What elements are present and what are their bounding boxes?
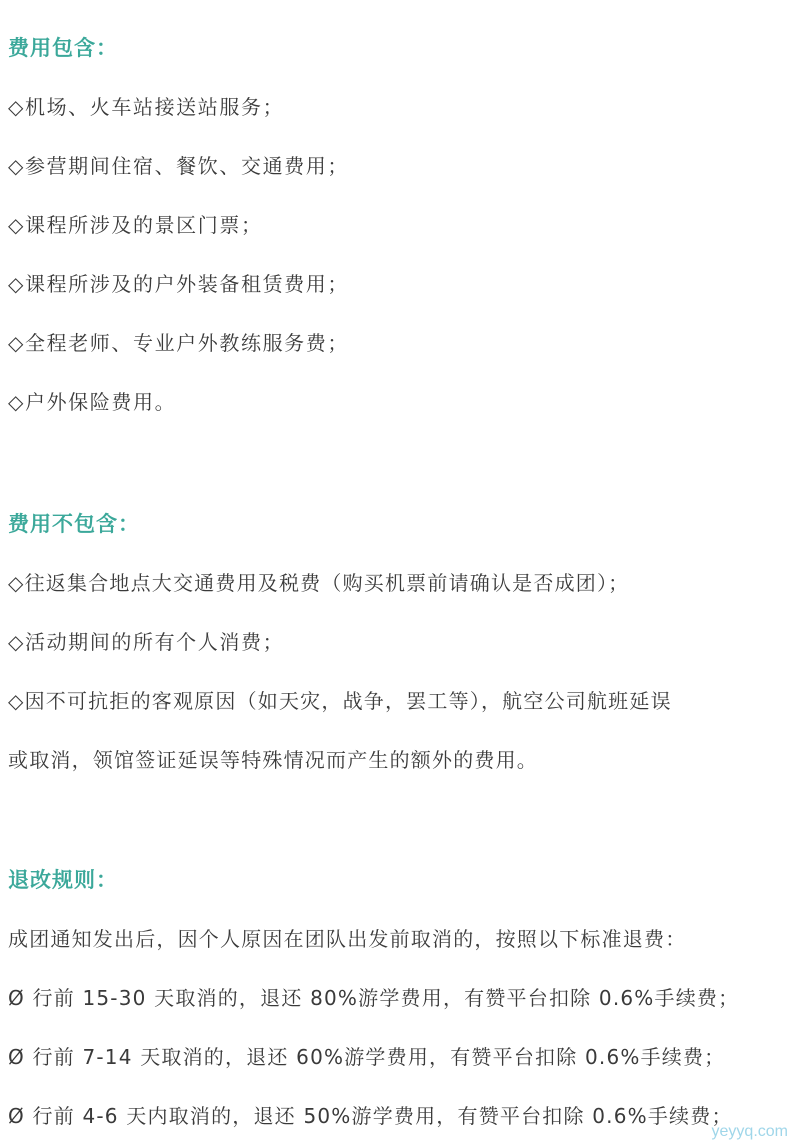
list-item: ◇全程老师、专业户外教练服务费； [8,331,349,355]
list-item: ◇户外保险费用。 [8,390,177,414]
list-item: ◇往返集合地点大交通费用及税费（购买机票前请确认是否成团）； [8,571,630,595]
list-item: ◇参营期间住宿、餐饮、交通费用； [8,154,349,178]
list-item: Ø 行前 7-14 天取消的，退还 60%游学费用，有赞平台扣除 0.6%手续费； [8,1045,726,1069]
list-item: ◇机场、火车站接送站服务； [8,95,285,119]
section-heading: 费用包含： [8,36,118,60]
list-item: ◇活动期间的所有个人消费； [8,630,285,654]
list-item: ◇因不可抗拒的客观原因（如天灾，战争，罢工等），航空公司航班延误 [8,689,672,713]
list-item: Ø 行前 15-30 天取消的，退还 80%游学费用，有赞平台扣除 0.6%手续费； [8,986,740,1010]
section-heading: 退改规则： [8,868,118,892]
list-item: 或取消，领馆签证延误等特殊情况而产生的额外的费用。 [8,748,538,772]
list-item: 成团通知发出后，因个人原因在团队出发前取消的，按照以下标准退费： [8,927,687,951]
section-fees-excluded [8,510,792,774]
section-fees-included [8,34,792,416]
section-heading: 费用不包含： [8,512,140,536]
watermark: yeyyq.com [711,1123,788,1140]
section-refund-rules [8,866,792,1130]
list-item: ◇课程所涉及的户外装备租赁费用； [8,272,349,296]
list-item: Ø 行前 4-6 天内取消的，退还 50%游学费用，有赞平台扣除 0.6%手续费； [8,1104,733,1128]
list-item: ◇课程所涉及的景区门票； [8,213,263,237]
